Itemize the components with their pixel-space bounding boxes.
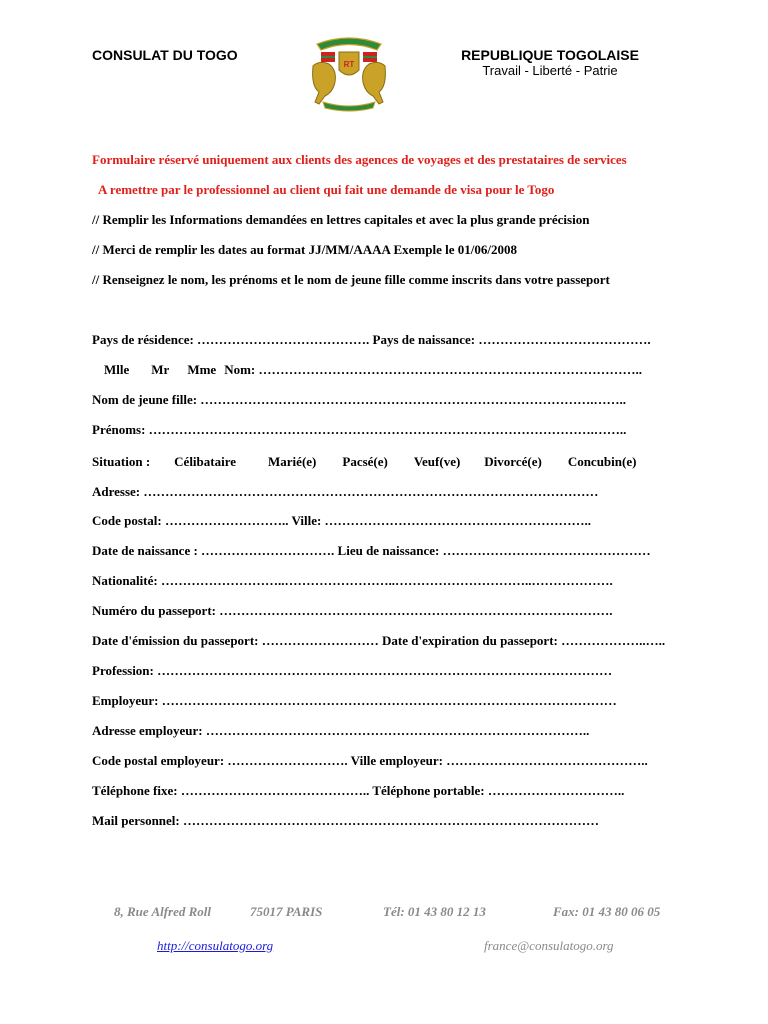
- field-postal-code-city[interactable]: Code postal: ……………………….. Ville: ……………………………………………………..: [92, 513, 592, 528]
- field-nationality[interactable]: Nationalité: ………………………..……………………..…………………………..……………….: [92, 573, 613, 588]
- field-passport-dates[interactable]: Date d'émission du passeport: ……………………… Date d'expiration du passeport: ………………..…..: [92, 633, 666, 648]
- field-residence-birth-country[interactable]: Pays de résidence: …………………………………. Pays de naissance: ………………………………….: [92, 332, 651, 347]
- consulate-title: CONSULAT DU TOGO: [92, 47, 238, 63]
- title-option-mlle[interactable]: Mlle: [104, 362, 130, 377]
- title-option-mme[interactable]: Mme: [187, 362, 217, 377]
- field-marital-status[interactable]: [92, 454, 636, 470]
- field-maiden-name[interactable]: Nom de jeune fille: ……………………………………………………………………………….……..: [92, 392, 627, 407]
- field-employer[interactable]: Employeur: ……………………………………………………………………………………………: [92, 693, 617, 708]
- footer-city: 75017 PARIS: [250, 904, 323, 919]
- field-personal-email[interactable]: Mail personnel: ……………………………………………………………………………………: [92, 813, 599, 828]
- intro-line-5: // Renseignez le nom, les prénoms et le nom de jeune fille comme inscrits dans votre passeport: [92, 272, 610, 287]
- intro-line-4: // Merci de remplir les dates au format JJ/MM/AAAA Exemple le 01/06/2008: [92, 242, 517, 257]
- field-title-and-name[interactable]: [104, 362, 642, 378]
- intro-line-2: A remettre par le professionnel au client qui fait une demande de visa pour le Togo: [98, 182, 555, 197]
- intro-line-1: Formulaire réservé uniquement aux clients des agences de voyages et des prestataires de services: [92, 152, 627, 167]
- intro-line-3: // Remplir les Informations demandées en lettres capitales et avec la plus grande précision: [92, 212, 590, 227]
- field-first-names[interactable]: Prénoms: ………………………………………………………………………………………….……..: [92, 422, 627, 437]
- situation-option-celibataire[interactable]: Célibataire: [174, 454, 237, 469]
- footer-street-address: 8, Rue Alfred Roll: [114, 904, 212, 919]
- footer-fax: Fax: 01 43 80 06 05: [553, 904, 661, 919]
- emblem-initials: RT: [343, 60, 355, 69]
- situation-option-marie[interactable]: Marié(e): [268, 454, 317, 469]
- national-motto: Travail - Liberté - Patrie: [482, 63, 618, 78]
- situation-option-veuf[interactable]: Veuf(ve): [413, 454, 461, 469]
- situation-option-pacse[interactable]: Pacsé(e): [342, 454, 388, 469]
- situation-option-divorce[interactable]: Divorcé(e): [484, 454, 542, 469]
- field-profession[interactable]: Profession: ……………………………………………………………………………………………: [92, 663, 613, 678]
- field-employer-address[interactable]: Adresse employeur: ……………………………………………………………………………..: [92, 723, 590, 738]
- republic-title: REPUBLIQUE TOGOLAISE: [461, 47, 639, 63]
- title-option-mr[interactable]: Mr: [151, 362, 170, 377]
- situation-option-concubin[interactable]: Concubin(e): [567, 454, 637, 469]
- footer-email[interactable]: france@consulatogo.org: [484, 938, 614, 953]
- footer-telephone: Tél: 01 43 80 12 13: [383, 904, 486, 919]
- footer-website-link[interactable]: http://consulatogo.org: [157, 938, 274, 953]
- field-phones[interactable]: Téléphone fixe: …………………………………….. Téléphone portable: …………………………..: [92, 783, 625, 798]
- field-birth-date-place[interactable]: Date de naissance : …………………………. Lieu de naissance: …………………………………………: [92, 543, 651, 558]
- togo-coat-of-arms-icon: [303, 30, 395, 112]
- field-passport-number[interactable]: Numéro du passeport: ……………………………………………………………………………….: [92, 603, 613, 618]
- name-field[interactable]: Nom: ……………………………………………………………………………..: [224, 362, 642, 377]
- field-address[interactable]: Adresse: ……………………………………………………………………………………………: [92, 484, 599, 499]
- situation-label: Situation :: [92, 454, 151, 469]
- field-employer-postal-city[interactable]: Code postal employeur: ………………………. Ville employeur: ………………………………………..: [92, 753, 648, 768]
- republic-header: [440, 47, 660, 79]
